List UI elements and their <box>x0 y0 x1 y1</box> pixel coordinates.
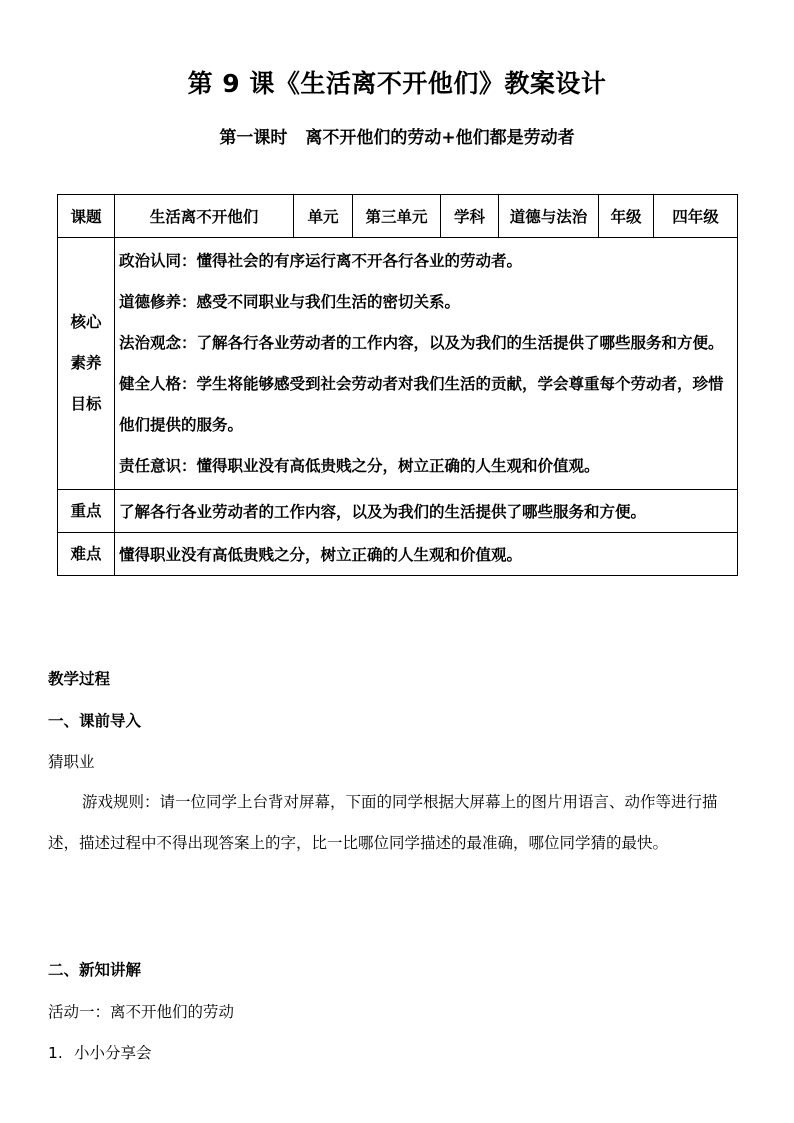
unit-label: 单元 <box>294 195 353 238</box>
document-subtitle <box>0 123 794 148</box>
list-item-text: 小小分享会 <box>74 1044 152 1062</box>
document-title: 第 9 课《生活离不开他们》教案设计 <box>187 69 607 98</box>
subject-value: 道德与法治 <box>499 195 599 238</box>
topic-label: 课题 <box>58 195 115 238</box>
difficulty-row <box>58 533 738 576</box>
list-item-number: 1. <box>48 1044 63 1062</box>
activity-one-title: 活动一：离不开他们的劳动 <box>48 1003 235 1021</box>
grade-value: 四年级 <box>654 195 738 238</box>
key-point-label: 重点 <box>58 490 115 533</box>
key-point-content: 了解各行各业劳动者的工作内容，以及为我们的生活提供了哪些服务和方便。 <box>115 490 738 533</box>
goal-moral: 道德修养：感受不同职业与我们生活的密切关系。 <box>119 293 461 311</box>
goals-content <box>115 238 738 490</box>
goal-personality: 健全人格：学生将能够感受到社会劳动者对我们生活的贡献，学会尊重每个劳动者，珍惜他们提供的服务。 <box>119 375 724 434</box>
difficulty-label: 难点 <box>58 533 115 576</box>
unit-value: 第三单元 <box>353 195 441 238</box>
goal-political: 政治认同：懂得社会的有序运行离不开各行各业的劳动者。 <box>119 252 523 270</box>
goal-legal: 法治观念：了解各行各业劳动者的工作内容，以及为我们的生活提供了哪些服务和方便。 <box>119 334 724 352</box>
goals-label: 核心 素养 目标 <box>58 238 115 490</box>
topic-value: 生活离不开他们 <box>115 195 294 238</box>
goals-row <box>58 238 738 490</box>
subtitle-lesson-period: 第一课时 <box>219 128 288 148</box>
subtitle-topics: 离不开他们的劳动+他们都是劳动者 <box>305 128 575 148</box>
process-heading: 教学过程 <box>48 670 111 688</box>
lesson-info-table <box>57 194 738 576</box>
activity-name: 猜职业 <box>48 753 95 771</box>
table-header-row <box>58 195 738 238</box>
list-item-sharing <box>48 1041 152 1063</box>
section-intro-title: 一、课前导入 <box>48 712 142 730</box>
difficulty-content: 懂得职业没有高低贵贱之分，树立正确的人生观和价值观。 <box>115 533 738 576</box>
key-point-row <box>58 490 738 533</box>
subject-label: 学科 <box>441 195 499 238</box>
game-rule-paragraph: 游戏规则：请一位同学上台背对屏幕，下面的同学根据大屏幕上的图片用语言、动作等进行描述，描述过程中不得出现答案上的字，比一比哪位同学描述的最准确，哪位同学猜的最快。 <box>48 793 718 852</box>
grade-label: 年级 <box>599 195 654 238</box>
goal-responsibility: 责任意识：懂得职业没有高低贵贱之分，树立正确的人生观和价值观。 <box>119 457 600 475</box>
section-new-knowledge-title: 二、新知讲解 <box>48 961 142 979</box>
